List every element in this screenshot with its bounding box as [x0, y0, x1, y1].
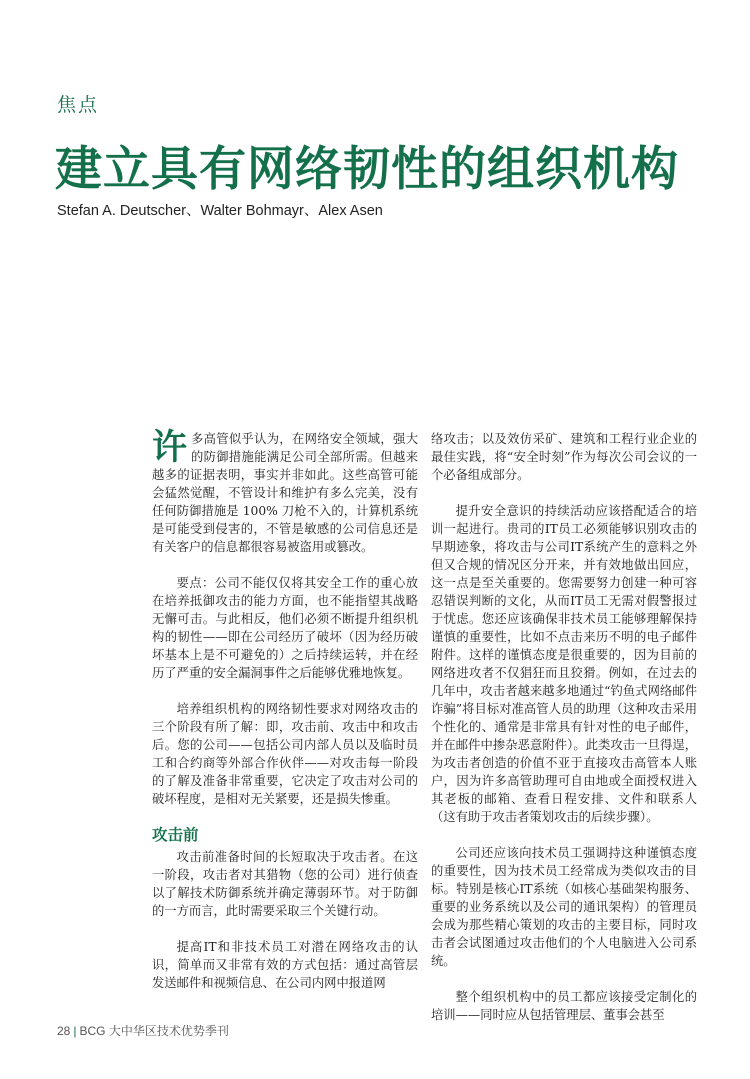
article-authors: Stefan A. Deutscher、Walter Bohmayr、Alex Asen [57, 203, 383, 219]
paragraph: 培养组织机构的网络韧性要求对网络攻击的三个阶段有所了解：即，攻击前、攻击中和攻击后。您的公司——包括公司内部人员以及临时员工和合约商等外部合作伙伴——对攻击每一阶段的了解及准备非常重要，它决定了攻击对公司的破坏程度，是相对无关紧要，还是损失惨重。 [152, 702, 418, 806]
publication-name: BCG 大中华区技术优势季刊 [79, 1024, 229, 1038]
paragraph: 络攻击；以及效仿采矿、建筑和工程行业企业的最佳实践，将“安全时刻”作为每次公司会议的一个必备组成部分。 [431, 432, 697, 482]
left-column [152, 427, 418, 992]
page-number: 28 [57, 1024, 71, 1038]
right-column [431, 430, 697, 1024]
paragraph [152, 427, 418, 556]
section-tag: 焦点 [57, 94, 100, 116]
paragraph: 提高IT和非技术员工对潜在网络攻击的认识，简单而又非常有效的方式包括：通过高管层发送邮件和视频信息、在公司内网中报道网 [152, 940, 418, 990]
paragraph: 公司还应该向技术员工强调持这种谨慎态度的重要性，因为技术员工经常成为类似攻击的目标。特别是核心IT系统（如核心基础架构服务、重要的业务系统以及公司的通讯架构）的管理员会成为那些精心策划的攻击的主要目标，同时攻击者会试图通过攻击他们的个人电脑进入公司系统。 [431, 846, 697, 968]
paragraph: 提升安全意识的持续活动应该搭配适合的培训一起进行。贵司的IT员工必须能够识别攻击的早期迹象，将攻击与公司IT系统产生的意料之外但又合规的情况区分开来，并有效地做出回应，这一点是至关重要的。您需要努力创建一种可容忍错误判断的文化，从而IT员工无需对假警报过于忧虑。您还应该确保非技术员工能够理解保持谨慎的重要性，比如不点击来历不明的电子邮件附件。这样的谨慎态度是很重要的，因为目前的网络进攻者不仅猖狂而且狡猾。例如，在过去的几年中，攻击者越来越多地通过“钓鱼式网络邮件诈骗”将目标对准高管人员的助理（这种攻击采用个性化的、通常是非常具有针对性的电子邮件，并在邮件中掺杂恶意附件）。此类攻击一旦得逞，为攻击者创造的价值不亚于直接攻击高管本人账户，因为许多高管助理可自由地或全面授权进入其老板的邮箱、查看日程安排、文件和联系人（这有助于攻击者策划攻击的后续步骤）。 [431, 504, 697, 824]
subheading-before-attack: 攻击前 [152, 825, 199, 844]
paragraph: 整个组织机构中的员工都应该接受定制化的培训——同时应从包括管理层、董事会甚至 [431, 990, 697, 1022]
page-footer [57, 1022, 229, 1039]
footer-separator: | [73, 1024, 77, 1038]
article-title: 建立具有网络韧性的组织机构 [55, 142, 679, 197]
paragraph-text: 多高管似乎认为，在网络安全领域，强大的防御措施能满足公司全部所需。但越来越多的证据表明，事实并非如此。这些高管可能会猛然觉醒，不管设计和维护有多么完美，没有任何防御措施是 100% 刀枪不入的，计算机系统是可能受到侵害的，不管是敏感的公司信息还是有关客户的信息都很容易被盗用或篡改。 [152, 432, 418, 554]
drop-cap: 许 [152, 427, 188, 468]
paragraph: 攻击前准备时间的长短取决于攻击者。在这一阶段，攻击者对其猎物（您的公司）进行侦查以了解技术防御系统并确定薄弱环节。对于防御的一方而言，此时需要采取三个关键行动。 [152, 850, 418, 918]
paragraph: 要点：公司不能仅仅将其安全工作的重心放在培养抵御攻击的能力方面，也不能指望其战略无懈可击。与此相反，他们必须不断提升组织机构的韧性——即在公司经历了破坏（因为经历破坏基本上是不可避免的）之后持续运转，并在经历了严重的安全漏洞事件之后能够优雅地恢复。 [152, 576, 418, 680]
